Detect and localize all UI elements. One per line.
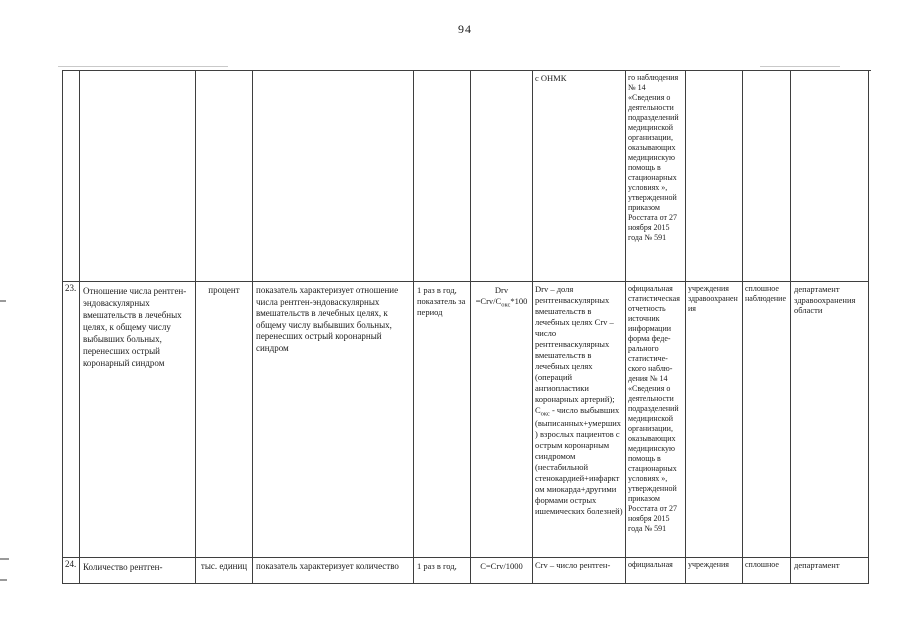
r22-source-cell: го наблюдения № 14 «Сведения о деятельности подразделений медицинской организации, оказывающих медицинскую помощь в стационарных условиях », утвержденной приказом Росстата от 27 ноября 2015 года № 591 xyxy=(626,71,686,282)
r24-source-cell: официальная xyxy=(626,558,686,584)
r22-unit-cell xyxy=(196,71,253,282)
r24-description-cell: показатель характеризует количество xyxy=(253,558,414,584)
r22-formula-cell xyxy=(471,71,533,282)
page-number: 94 xyxy=(458,22,472,36)
r24-unit-cell: тыс. единиц xyxy=(196,558,253,584)
r23-formula-cell xyxy=(471,282,533,558)
scan-artifact xyxy=(0,558,9,560)
formula-line2: $=Crv/C_{окс}*100$ xyxy=(475,296,528,309)
r24-definitions-cell: Crv – число рентген- xyxy=(533,558,626,584)
scan-artifact xyxy=(760,66,840,67)
indicators-table xyxy=(62,70,871,584)
r22-period-cell xyxy=(414,71,471,282)
r24-observation-cell: сплошное xyxy=(743,558,791,584)
formula-line1: C=Crv/1000 xyxy=(480,561,523,571)
r22-responsible-cell xyxy=(791,71,869,282)
r24-responsible-cell: департамент xyxy=(791,558,869,584)
r24-institutions-cell: учреждения xyxy=(686,558,743,584)
scan-artifact xyxy=(0,579,7,581)
r22-observation-cell xyxy=(743,71,791,282)
r22-definitions-cell: с ОНМК xyxy=(533,71,626,282)
r23-responsible-cell: департамент здравоохранения области xyxy=(791,282,869,558)
r24-formula-cell xyxy=(471,558,533,584)
r23-institutions-cell: учреждения здравоохранения xyxy=(686,282,743,558)
r24-period-cell: 1 раз в год, xyxy=(414,558,471,584)
scan-artifact xyxy=(0,300,6,302)
r23-name-cell: Отношение числа рентген-эндоваскулярных вмешательств в лечебных целях, к общему числу выбывших больных, перенесших острый коронарный синдром xyxy=(80,282,196,558)
r22-description-cell xyxy=(253,71,414,282)
r23-definitions-cell: Drv – доля рентгенваскулярных вмешательств в лечебных целях Crv – число рентгенваскулярных вмешательств в лечебных целях (операций ангиопластики коронарных артерий); $C_{окс}$ - число выбывших (выписанных+умерших) взрослых пациентов с острым коронарным синдромом (нестабильной стенокардией+инфарктом миокарда+другими формами острых ишемических болезней) xyxy=(533,282,626,558)
scan-artifact xyxy=(58,66,228,67)
r22-institutions-cell xyxy=(686,71,743,282)
r22-num-cell xyxy=(63,71,80,282)
r23-source-cell: официальная статистическая отчетность источник информации форма федерального статистического наблюдения № 14 «Сведения о деятельности подразделений медицинской организации, оказывающих медицинскую помощь в стационарных условиях », утвержденной приказом Росстата от 27 ноября 2015 года № 591 xyxy=(626,282,686,558)
r23-unit-cell: процент xyxy=(196,282,253,558)
r24-name-cell: Количество рентген- xyxy=(80,558,196,584)
r22-name-cell xyxy=(80,71,196,282)
r23-observation-cell: сплошное наблюдение xyxy=(743,282,791,558)
r24-num-cell: 24. xyxy=(63,558,80,584)
r23-description-cell: показатель характеризует отношение числа рентген-эндоваскулярных вмешательств в лечебных целях, к общему числу выбывших больных, перенесших острый коронарный синдром xyxy=(253,282,414,558)
r23-period-cell: 1 раз в год, показатель за период xyxy=(414,282,471,558)
formula-line1: Drv xyxy=(494,285,509,295)
r23-num-cell: 23. xyxy=(63,282,80,558)
